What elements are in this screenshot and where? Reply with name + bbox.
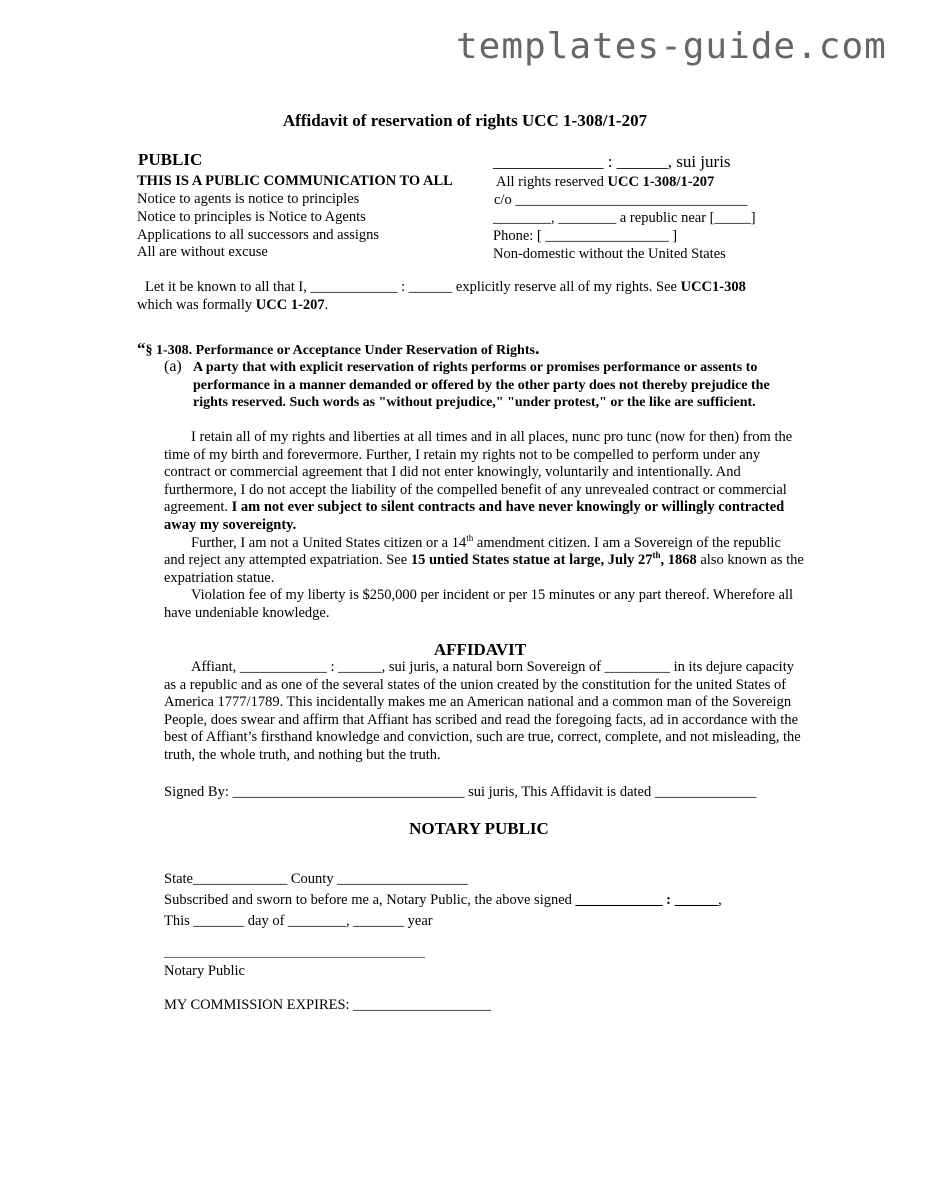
statute-reference: 15 untied States statue at large, July 27: [410, 552, 653, 569]
section-heading-text: § 1-308. Performance or Acceptance Under Reservation of Rights: [145, 343, 535, 358]
ordinal-suffix: th: [466, 532, 474, 543]
republic-line: ________, ________ a republic near [_____]: [493, 210, 756, 226]
notary-heading: NOTARY PUBLIC: [409, 819, 549, 838]
sworn-comma: ,: [718, 892, 722, 908]
affidavit-heading: AFFIDAVIT: [433, 640, 527, 659]
notary-public-label: Notary Public: [164, 963, 245, 979]
phone-line: Phone: [ _________________ ]: [493, 228, 678, 244]
subsection-label-a: (a): [164, 358, 182, 375]
rights-reserved-code: UCC 1-308/1-207: [607, 174, 715, 190]
sworn-name-blank: ____________ : ______: [575, 892, 719, 908]
let-known-line-1: [145, 279, 746, 296]
public-communication: THIS IS A PUBLIC COMMUNICATION TO ALL: [137, 173, 453, 189]
signed-by-line: Signed By: ________________________________ sui juris, This Affidavit is dated ______________: [164, 784, 757, 800]
body-paragraphs: [164, 429, 804, 623]
notice-line: Notice to agents is notice to principles: [137, 191, 360, 207]
rights-paragraph-text: I retain all of my rights and liberties at all times and in all places, nunc pro tunc (now for then) from the time of my birth and forevermore. Further, I retain my rights not to be compelled to perform under any contract or commercial agreement that I did not enter knowingly, voluntarily and intentionally. And furthermore, I do not accept the liability of the compelled benefit of any unrevealed contract or commercial agreement.: [164, 429, 793, 516]
ucc-code: UCC 1-207: [255, 297, 325, 313]
sworn-line: [164, 892, 722, 909]
notice-line: All are without excuse: [137, 244, 268, 260]
name-sui-juris-line: _____________ : ______, sui juris: [493, 152, 731, 171]
care-of-line: c/o ________________________________: [494, 192, 748, 208]
state-county-line: State_____________ County __________________: [164, 871, 468, 887]
period: .: [324, 297, 329, 313]
let-known-text: Let it be known to all that I, ____________ : ______ explicitly reserve all of my rights. See: [145, 279, 681, 295]
rights-reserved-text: All rights reserved: [496, 174, 608, 190]
let-known-text: which was formally: [137, 297, 256, 313]
ordinal-suffix: th: [652, 550, 661, 561]
section-heading: [137, 338, 539, 359]
citizenship-text: also known as the expatriation statue.: [164, 552, 804, 586]
subsection-a-text: A party that with explicit reservation of rights performs or promises performance or assents to performance in a manner demanded or offered by the other party does not thereby prejudice the rights reserved. Such words as "without prejudice," "under protest," or the like are sufficient.: [193, 360, 770, 411]
rights-paragraph: [164, 429, 804, 535]
this-day-line: This _______ day of ________, _______ year: [164, 913, 433, 929]
citizenship-text: amendment citizen. I am a Sovereign of the republic and reject any attempted expatriation. See: [164, 534, 781, 569]
watermark: templates-guide.com: [456, 26, 887, 67]
open-quote: “: [137, 339, 146, 358]
notary-signature-line: ____________________________________: [164, 944, 425, 960]
document-title: Affidavit of reservation of rights UCC 1-308/1-207: [282, 111, 648, 130]
non-domestic-line: Non-domestic without the United States: [493, 246, 726, 262]
notice-line: Applications to all successors and assigns: [137, 227, 380, 243]
ucc-code: UCC1-308: [680, 279, 746, 295]
citizenship-text: Further, I am not a United States citizen or a 14: [191, 534, 467, 551]
violation-paragraph: Violation fee of my liberty is $250,000 per incident or per 15 minutes or any part thereof. Wherefore all have undeniable knowledge.: [164, 587, 794, 621]
let-known-line-2: [137, 297, 328, 314]
citizenship-paragraph: [164, 532, 804, 588]
statute-year: , 1868: [660, 552, 697, 569]
notice-line: Notice to principles is Notice to Agents: [137, 209, 366, 225]
commission-expires-line: MY COMMISSION EXPIRES: ___________________: [164, 997, 491, 1013]
heading-dot: .: [534, 338, 540, 358]
rights-reserved-line: [496, 174, 714, 191]
public-label: PUBLIC: [138, 150, 203, 169]
rights-paragraph-bold: I am not ever subject to silent contracts and have never knowingly or willingly contracted away my sovereignty.: [164, 499, 785, 533]
affidavit-body: Affiant, ____________ : ______, sui juris, a natural born Sovereign of _________ in its dejure capacity as a republic and as one of the several states of the union created by the constitution for the united States of America 1777/1789. This incidentally makes me an American national and a common man of the Sovereign People, does swear and affirm that Affiant has scribed and read the foregoing facts, ad in accordance with the best of Affiant’s firsthand knowledge and conviction, such are true, correct, complete, and not misleading, the truth, the whole truth, and nothing but the truth.: [164, 659, 801, 763]
sworn-text: Subscribed and sworn to before me a, Notary Public, the above signed: [164, 892, 576, 908]
